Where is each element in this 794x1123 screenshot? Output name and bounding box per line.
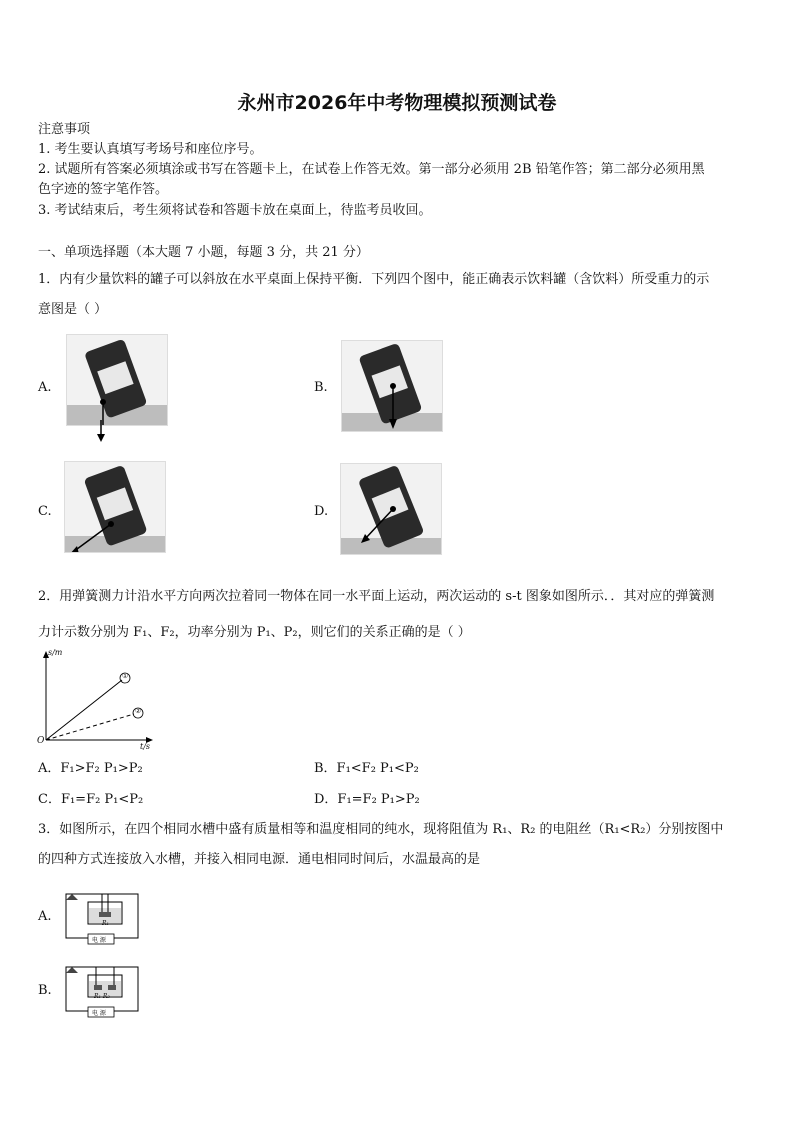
question-1-text: 1．内有少量饮料的罐子可以斜放在水平桌面上保持平衡．下列四个图中，能正确表示饮料罐（含饮料）所受重力的示 xyxy=(38,272,710,287)
question-2-text: 力计示数分别为 F₁、F₂，功率分别为 P₁、P₂，则它们的关系正确的是（ ） xyxy=(38,625,471,640)
power-source-label: 电 源 xyxy=(92,1010,106,1017)
resistor-label: R₁ xyxy=(102,920,109,927)
page-title: 永州市2026年中考物理模拟预测试卷 xyxy=(237,92,557,114)
gravity-arrow-a xyxy=(96,420,106,442)
option-b-label: B. xyxy=(38,983,52,998)
graph-line-2-label: ② xyxy=(135,707,142,715)
resistor-labels: R₁ R₂ xyxy=(94,993,110,1000)
graph-xlabel: t/s xyxy=(140,742,151,751)
question-3-text: 3．如图所示，在四个相同水槽中盛有质量相等和温度相同的纯水，现将阻值为 R₁、R₂ 的电阻丝（R₁<R₂）分别按图中 xyxy=(38,822,724,837)
option-c-label: C. xyxy=(38,504,52,519)
option-b-label: B. xyxy=(314,380,328,395)
option-b: B．F₁<F₂ P₁<P₂ xyxy=(314,761,419,776)
option-d: D．F₁=F₂ P₁>P₂ xyxy=(314,792,420,807)
power-source-label: 电 源 xyxy=(92,937,106,944)
option-a-label: A. xyxy=(38,909,52,924)
section-heading: 一、单项选择题（本大题 7 小题，每题 3 分，共 21 分） xyxy=(38,245,369,260)
can-figure-c xyxy=(64,461,166,553)
option-a: A．F₁>F₂ P₁>P₂ xyxy=(38,761,143,776)
notice-item: 3. 考试结束后，考生须将试卷和答题卡放在桌面上，待监考员收回。 xyxy=(38,203,432,218)
can-figure-a xyxy=(66,334,168,426)
option-a-label: A. xyxy=(38,380,52,395)
question-3-text: 的四种方式连接放入水槽，并接入相同电源．通电相同时间后，水温最高的是 xyxy=(38,852,481,867)
question-2-text: 2．用弹簧测力计沿水平方向两次拉着同一物体在同一水平面上运动，两次运动的 s-t 图象如图所示．．其对应的弹簧测 xyxy=(38,589,715,604)
option-d-label: D. xyxy=(314,504,329,519)
question-1-text: 意图是（ ） xyxy=(38,302,108,317)
notice-item: 1. 考生要认真填写考场号和座位序号。 xyxy=(38,142,263,157)
st-graph xyxy=(36,648,156,753)
circuit-figure-a xyxy=(62,890,140,946)
can-figure-d xyxy=(340,463,442,555)
graph-origin: O xyxy=(37,736,45,746)
can-figure-b xyxy=(341,340,443,432)
graph-line-1-label: ① xyxy=(122,672,129,680)
graph-ylabel: s/m xyxy=(48,648,63,657)
notice-item: 色字迹的签字笔作答。 xyxy=(38,182,169,197)
notice-heading: 注意事项 xyxy=(38,122,91,137)
circuit-figure-b xyxy=(62,963,140,1019)
option-c: C．F₁=F₂ P₁<P₂ xyxy=(38,792,144,807)
notice-item: 2. 试题所有答案必须填涂或书写在答题卡上，在试卷上作答无效。第一部分必须用 2B 铅笔作答；第二部分必须用黑 xyxy=(38,162,705,177)
